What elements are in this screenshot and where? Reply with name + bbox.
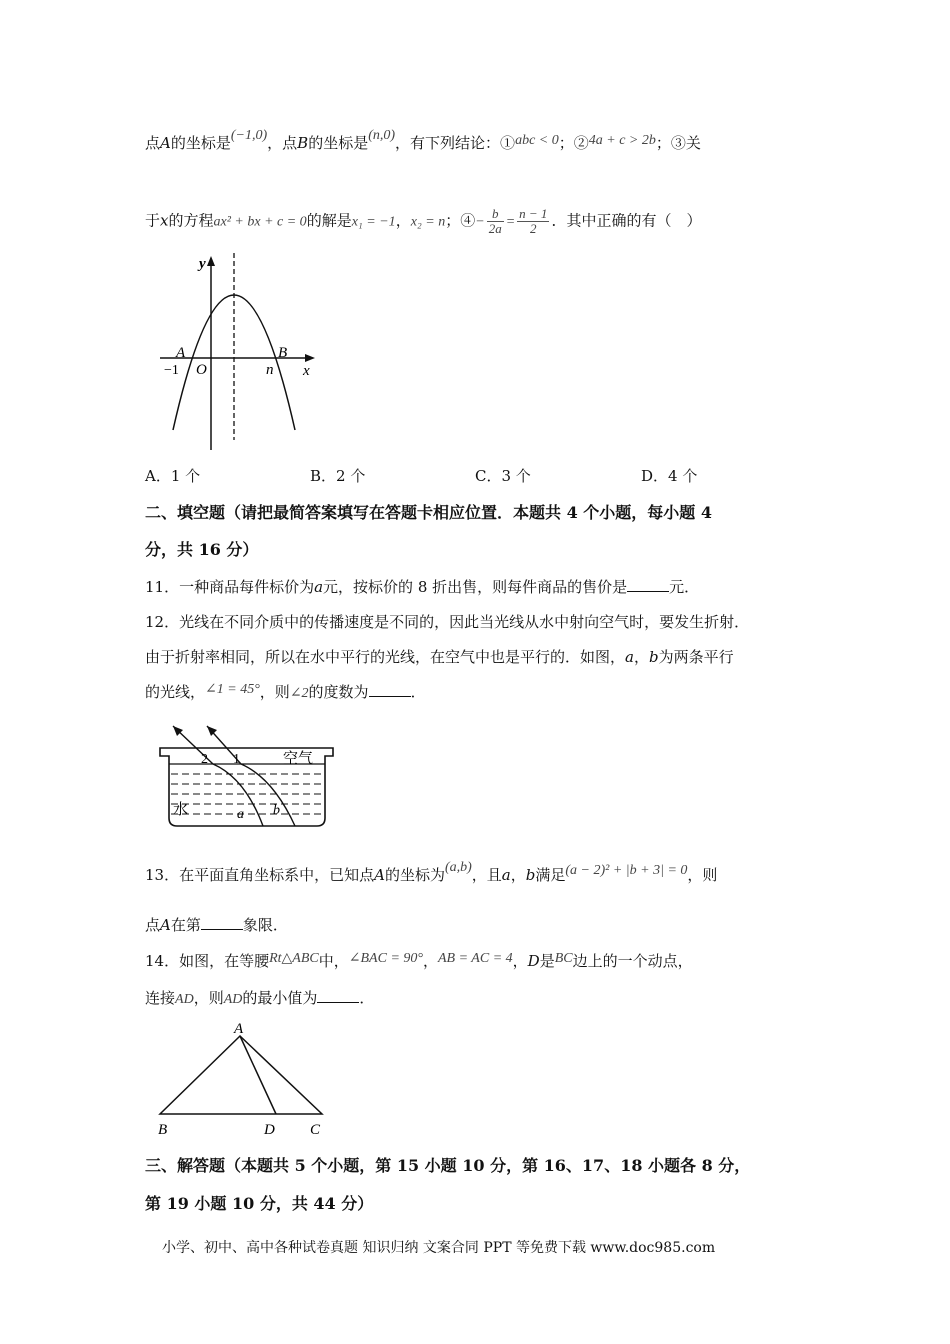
point-a: A — [160, 134, 171, 152]
option-a: A．1 个 — [145, 467, 201, 485]
text: ，则 — [687, 866, 718, 884]
text: ， — [422, 952, 438, 970]
q14-line-1 — [145, 950, 693, 971]
text: ． — [410, 683, 426, 701]
section-3-heading-line1: 三、解答题（本题共 5 个小题，第 15 小题 10 分，第 16、17、18 小题各 8 分， — [145, 1156, 751, 1175]
label-y: y — [199, 256, 206, 272]
option-c: C．3 个 — [475, 467, 531, 485]
var-a: a — [625, 648, 634, 666]
text: 点 — [145, 916, 161, 934]
text: 点 — [145, 134, 161, 152]
text: 14．如图，在等腰 — [145, 952, 270, 970]
var-a: a — [314, 578, 324, 596]
text: 中， — [318, 952, 349, 970]
light-ray-b — [207, 726, 295, 826]
q12-line-2 — [145, 646, 734, 667]
text: 的度数为 — [308, 683, 369, 701]
text: 的坐标为 — [384, 866, 445, 884]
point-b: B — [297, 134, 309, 152]
q12-line-1: 12．光线在不同介质中的传播速度是不同的，因此当光线从水中射向空气时，要发生折射． — [145, 613, 750, 631]
text: 的坐标是 — [308, 134, 369, 152]
fraction-b-2a: $\frac{b}{2a}$ — [488, 206, 502, 236]
text: ；④ — [445, 211, 476, 230]
text: 象限． — [242, 916, 288, 934]
refraction-figure — [155, 718, 340, 833]
triangle-abc — [160, 1036, 322, 1114]
label-b: B — [158, 1122, 168, 1138]
label-b: B — [278, 345, 288, 361]
sides: AB = AC = 4 — [438, 951, 513, 966]
coord-a: (−1,0) — [230, 128, 268, 143]
answer-blank-13[interactable] — [201, 915, 243, 930]
angle-1: ∠1 = 45° — [205, 682, 260, 697]
text: 元． — [669, 578, 700, 596]
label-a: a — [237, 807, 244, 822]
var-b: b — [525, 866, 536, 884]
coord-b: (n,0) — [368, 128, 396, 143]
triangle-figure — [150, 1018, 340, 1140]
fraction-n1-2: $\frac{n - 1}{2}$ — [519, 206, 548, 236]
text: ；③关 — [655, 134, 701, 152]
text: ，点 — [267, 134, 298, 152]
text: 为两条平行 — [658, 648, 734, 666]
text: ，则 — [193, 989, 224, 1007]
text: ． — [359, 989, 375, 1007]
answer-blank-14[interactable] — [317, 988, 359, 1003]
option-d: D．4 个 — [641, 467, 698, 485]
text: 13．在平面直角坐标系中，已知点 — [145, 866, 375, 884]
point-d: D — [527, 952, 540, 970]
label-water: 水 — [173, 802, 189, 818]
text: ．其中正确的有（ ） — [551, 211, 702, 230]
label-a: A — [176, 345, 186, 361]
coord-ab: (a,b) — [444, 860, 472, 875]
var-b: b — [648, 648, 659, 666]
segment-ad: AD — [223, 992, 243, 1007]
text: ， — [510, 866, 526, 884]
root-x2: x₂ = n — [410, 214, 446, 230]
text: 由于折射率相同，所以在水中平行的光线，在空气中也是平行的．如图， — [145, 648, 626, 666]
segment-ad-line — [240, 1036, 276, 1114]
conclusion-2: 4a + c > 2b — [588, 133, 656, 148]
label-c: C — [310, 1122, 321, 1138]
text: 的光线， — [145, 683, 206, 701]
y-axis-arrow — [207, 256, 215, 266]
q10-line-2: 于x的方程ax² + bx + c = 0的解是x₁ = −1，x₂ = n；④− $\frac{b}{2a}$ = $\frac{n - 1}{2}$ ．其中正确的有（ ） — [145, 206, 702, 236]
text: 的解是 — [306, 211, 352, 230]
conclusion-1: abc < 0 — [515, 133, 559, 148]
text: ，有下列结论：① — [395, 134, 516, 152]
q13-line-1 — [145, 860, 718, 885]
section-2-heading-line2: 分，共 16 分） — [145, 540, 259, 559]
angle-bac: ∠BAC = 90° — [348, 951, 423, 966]
answer-blank-12[interactable] — [369, 682, 411, 697]
text: 元，按标价的 8 折出售，则每件商品的售价是 — [323, 578, 628, 596]
text: 的最小值为 — [242, 989, 318, 1007]
answer-blank-11[interactable] — [627, 577, 669, 592]
point-a: A — [374, 866, 385, 884]
label-1: 1 — [233, 752, 240, 767]
label-d: D — [264, 1122, 275, 1138]
text: 是 — [539, 952, 555, 970]
text: 的坐标是 — [170, 134, 231, 152]
label-2: 2 — [201, 752, 208, 767]
q11 — [145, 576, 699, 597]
parabola-graph — [150, 250, 325, 455]
q13-line-2 — [145, 914, 288, 935]
x-axis-arrow — [305, 354, 315, 362]
text: ， — [633, 648, 649, 666]
label-origin: O — [196, 362, 207, 378]
label-air: 空气 — [283, 751, 314, 767]
text: ， — [512, 952, 528, 970]
text: 边上的一个动点， — [572, 952, 693, 970]
segment-ad: AD — [175, 992, 194, 1007]
text: 11．一种商品每件标价为 — [145, 578, 315, 596]
condition: (a − 2)² + |b + 3| = 0 — [565, 863, 688, 878]
var-a: a — [501, 866, 511, 884]
section-2-heading-line1: 二、填空题（请把最简答案填写在答题卡相应位置．本题共 4 个小题，每小题 4 — [145, 503, 712, 522]
text: 的方程 — [168, 211, 214, 230]
label-n: n — [266, 362, 274, 378]
label-a: A — [234, 1021, 244, 1037]
root-x1: x₁ = −1 — [351, 214, 396, 230]
label-b: b — [273, 803, 280, 818]
q14-line-2 — [145, 987, 374, 1008]
page-footer: 小学、初中、高中各种试卷真题 知识归纳 文案合同 PPT 等免费下载 www.doc985.com — [162, 1240, 716, 1256]
option-b: B．2 个 — [310, 467, 366, 485]
text: ，则 — [259, 683, 290, 701]
angle-2: ∠2 — [289, 686, 309, 701]
q10-line-1 — [145, 128, 701, 153]
text: 在第 — [170, 916, 201, 934]
point-a: A — [160, 916, 171, 934]
q12-line-3 — [145, 681, 426, 702]
text: ；② — [558, 134, 589, 152]
label-x: x — [303, 363, 310, 379]
text: 连接 — [145, 989, 176, 1007]
var-x: x — [160, 211, 169, 230]
label-minus-one: −1 — [164, 363, 179, 378]
section-3-heading-line2: 第 19 小题 10 分，共 44 分） — [145, 1194, 374, 1213]
triangle: Rt△ABC — [269, 951, 319, 966]
equation: ax² + bx + c = 0 — [213, 214, 307, 230]
text: ，且 — [471, 866, 502, 884]
text: 满足 — [535, 866, 566, 884]
text: ， — [395, 211, 411, 230]
text: 于 — [145, 211, 161, 230]
side-bc: BC — [554, 951, 573, 966]
